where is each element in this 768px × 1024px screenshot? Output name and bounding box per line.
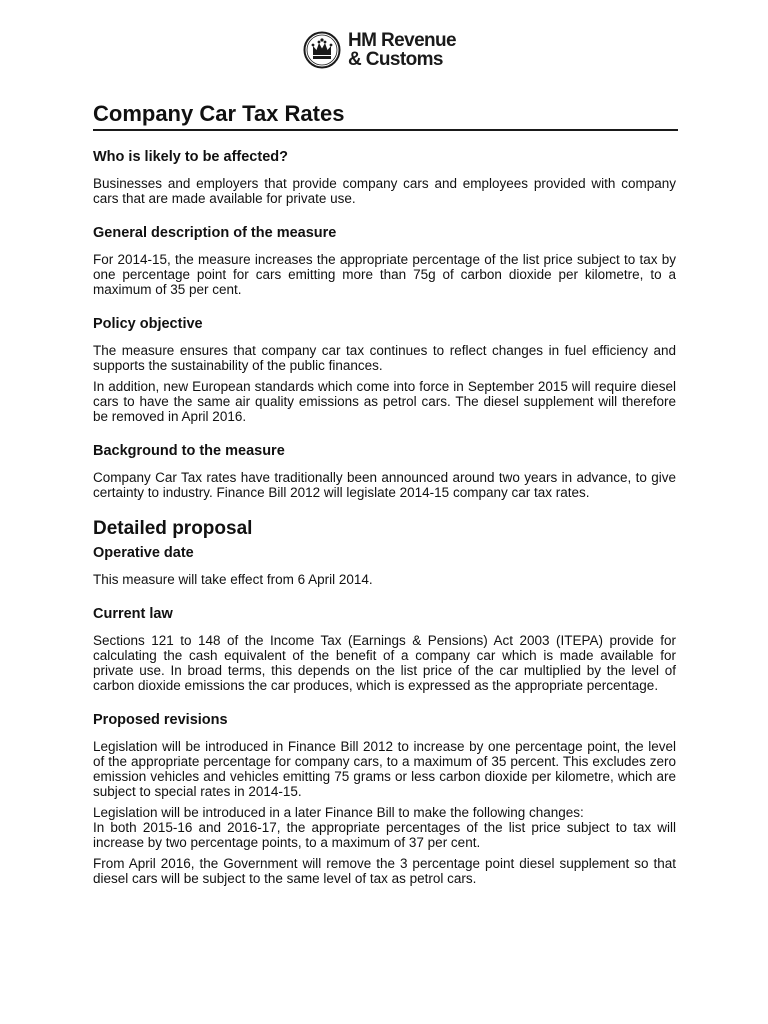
paragraph-policy-2: In addition, new European standards which come into force in September 2015 will require diesel cars to have the same air quality emissions as petrol cars. The diesel supplement will therefore be removed in April 2016. (93, 379, 676, 424)
page-title: Company Car Tax Rates (93, 100, 678, 131)
paragraph-current-law: Sections 121 to 148 of the Income Tax (Earnings & Pensions) Act 2003 (ITEPA) provide for calculating the cash equivalent of the benefit of a company car which is made available for private use. In broad terms, this depends on the list price of the car multiplied by the level of carbon dioxide emissions the car produces, which is expressed as the appropriate percentage. (93, 633, 676, 693)
paragraph-proposed-3: From April 2016, the Government will remove the 3 percentage point diesel supplement so that diesel cars will be subject to the same level of tax as petrol cars. (93, 856, 676, 886)
paragraph-affected: Businesses and employers that provide company cars and employees provided with company cars that are made available for private use. (93, 176, 676, 206)
logo-line-1: HM Revenue (348, 30, 457, 51)
heading-general-description: General description of the measure (93, 225, 337, 241)
hmrc-logo (303, 31, 456, 69)
heading-detailed-proposal: Detailed proposal (93, 518, 253, 539)
paragraph-proposed-1: Legislation will be introduced in Finance Bill 2012 to increase by one percentage point, the level of the appropriate percentage for company cars, to a maximum of 35 percent. This excludes zero emission vehicles and vehicles emitting 75 grams or less carbon dioxide per kilometre, which are subject to special rates in 2014-15. (93, 739, 676, 799)
logo-wordmark (348, 31, 456, 69)
crown-crest-icon (303, 31, 341, 69)
document-body (93, 148, 676, 892)
heading-affected: Who is likely to be affected? (93, 149, 288, 165)
paragraph-background: Company Car Tax rates have traditionally been announced around two years in advance, to give certainty to industry. Finance Bill 2012 will legislate 2014-15 company car tax rates. (93, 470, 676, 500)
paragraph-proposed-2 (93, 805, 676, 850)
heading-background: Background to the measure (93, 443, 285, 459)
paragraph-proposed-2-line-2: In both 2015-16 and 2016-17, the appropriate percentages of the list price subject to tax will increase by two percentage points, to a maximum of 37 per cent. (93, 820, 676, 850)
paragraph-proposed-2-line-1: Legislation will be introduced in a later Finance Bill to make the following changes: (93, 805, 584, 820)
paragraph-general-description: For 2014-15, the measure increases the appropriate percentage of the list price subject to tax by one percentage point for cars emitting more than 75g of carbon dioxide per kilometre, to a maximum of 35 per cent. (93, 252, 676, 297)
heading-operative-date: Operative date (93, 545, 194, 561)
paragraph-operative-date: This measure will take effect from 6 April 2014. (93, 572, 373, 587)
heading-proposed-revisions: Proposed revisions (93, 712, 228, 728)
paragraph-policy-1: The measure ensures that company car tax continues to reflect changes in fuel efficiency and supports the sustainability of the public finances. (93, 343, 676, 373)
heading-current-law: Current law (93, 606, 173, 622)
heading-policy-objective: Policy objective (93, 316, 203, 332)
logo-line-2: & Customs (348, 49, 443, 70)
